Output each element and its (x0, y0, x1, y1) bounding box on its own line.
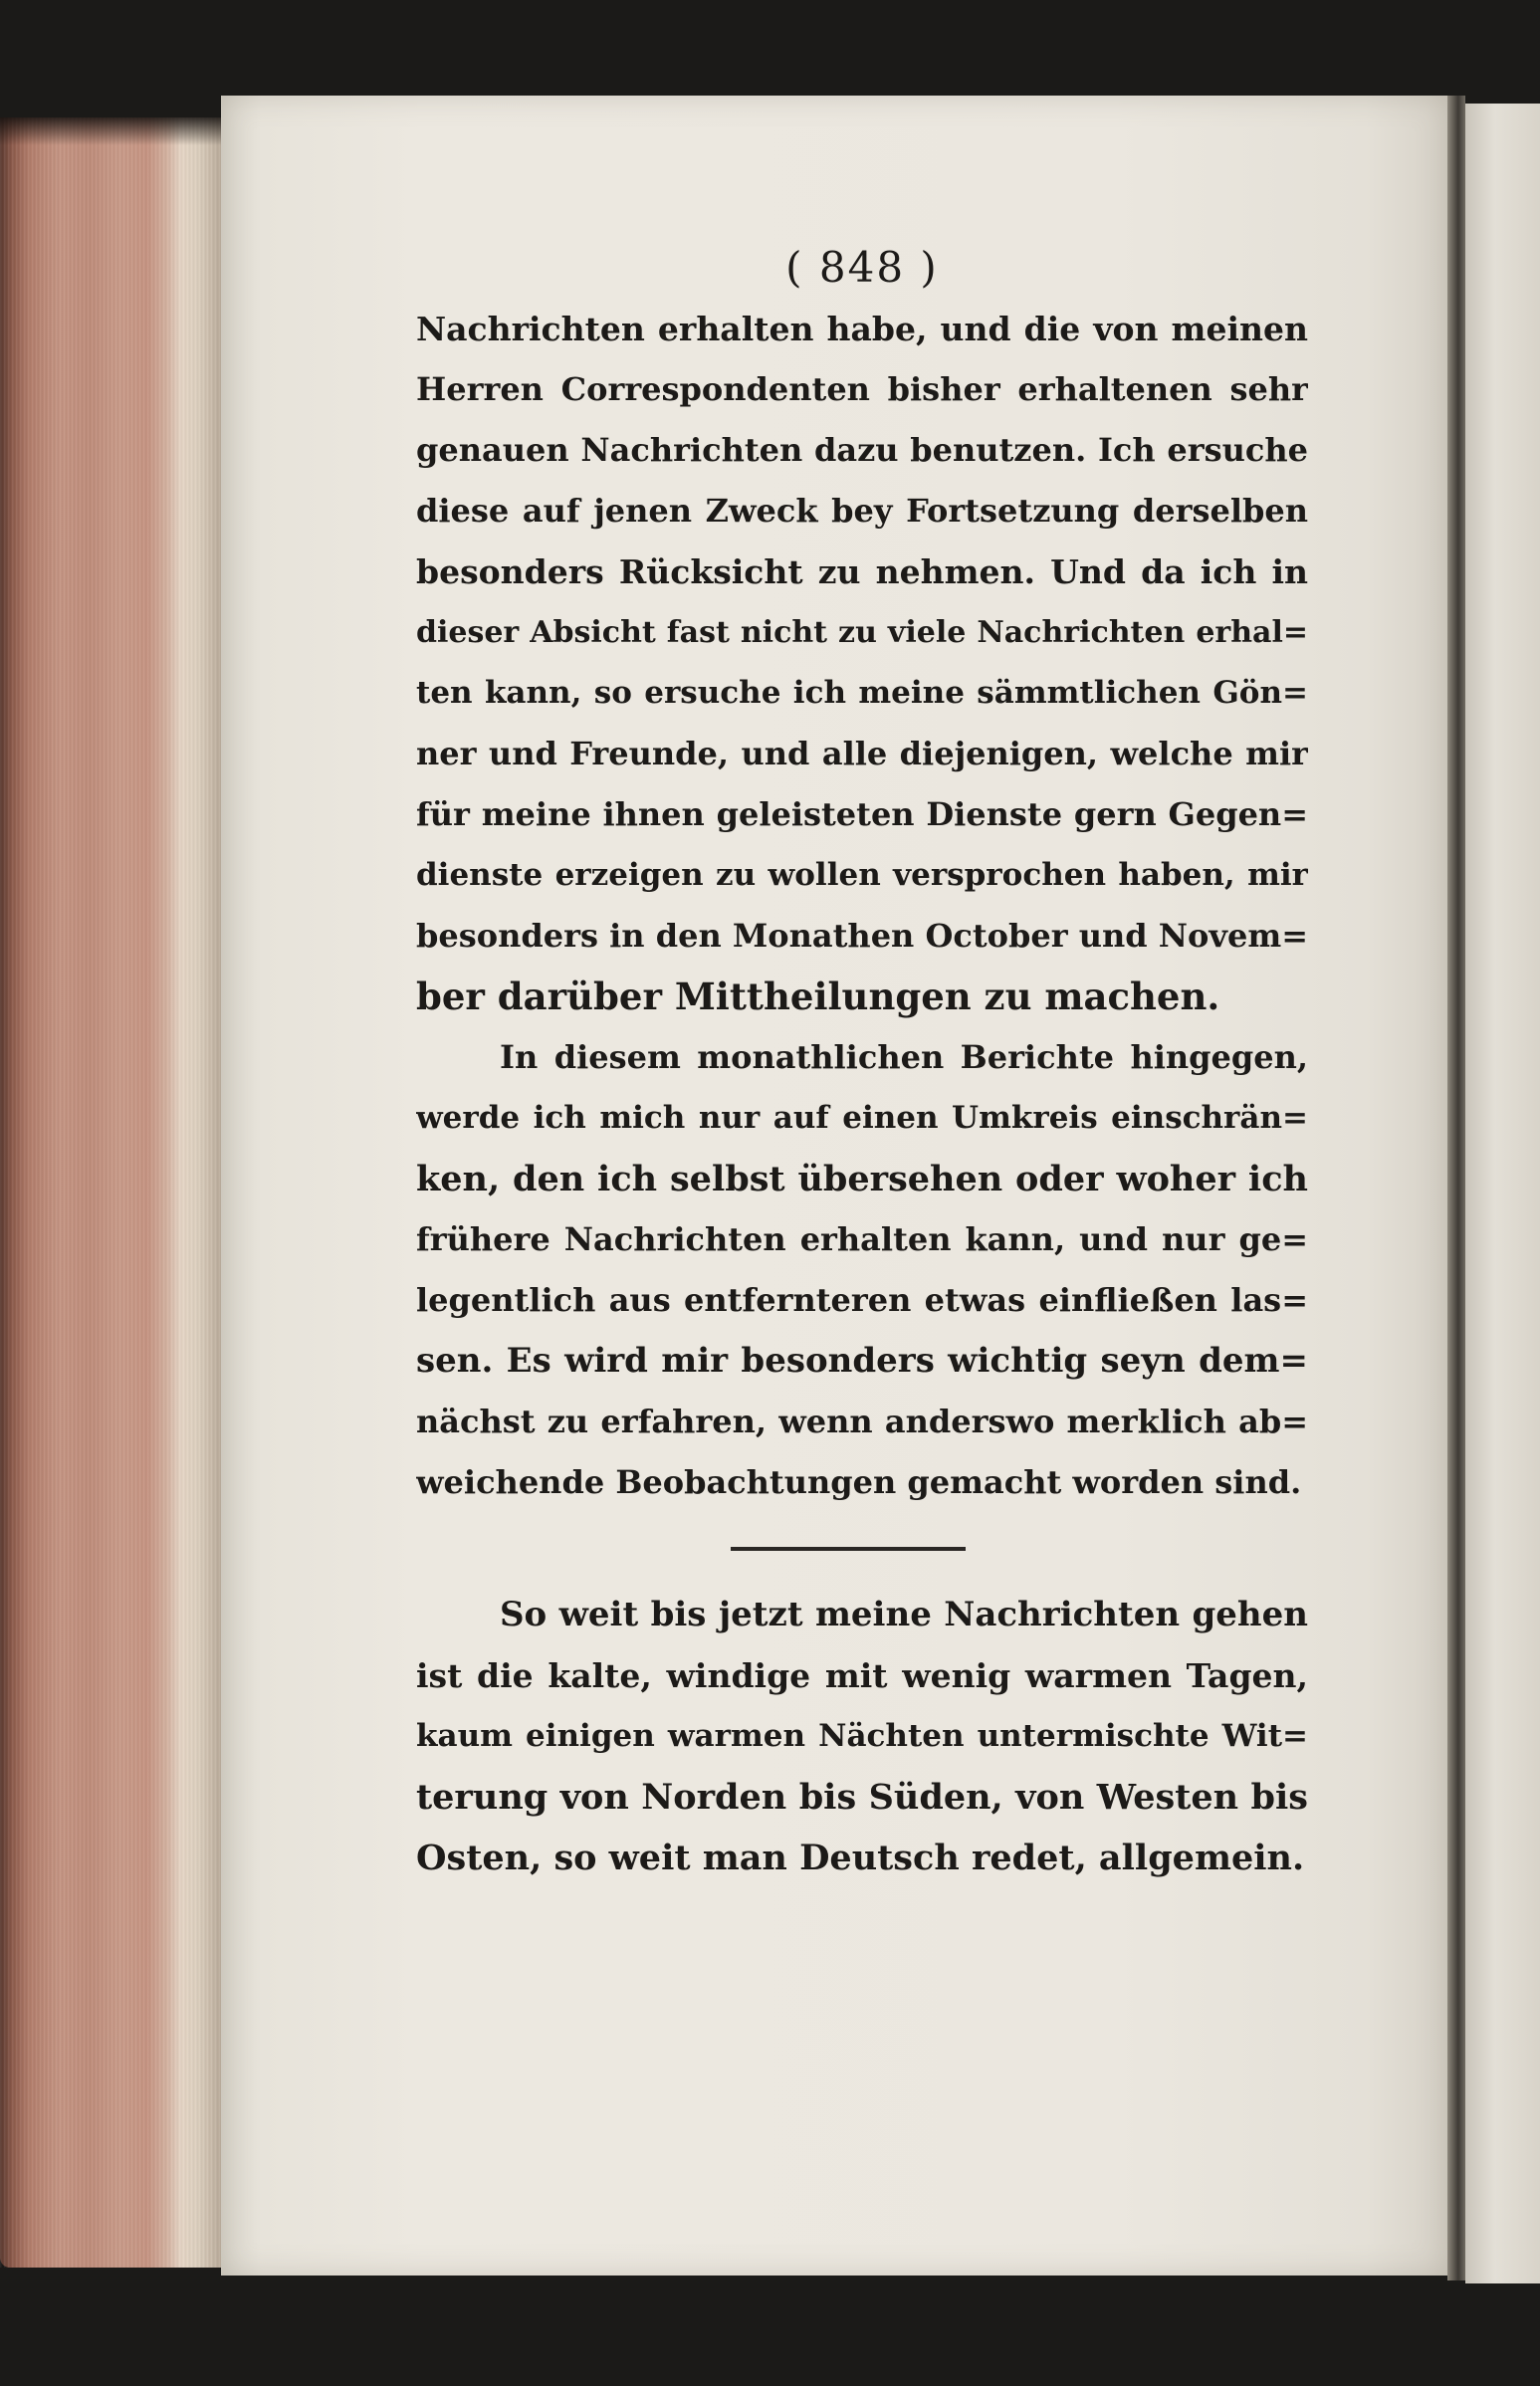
text-line: besonders Rücksicht zu nehmen. Und da ich in (416, 552, 1308, 591)
text-line: terung von Norden bis Süden, von Westen bis (416, 1777, 1308, 1818)
text-line: diese auf jenen Zweck bey Fortsetzung derselben (416, 492, 1308, 530)
text-line: kaum einigen warmen Nächten untermischte Wit= (416, 1718, 1308, 1754)
text-line: sen. Es wird mir besonders wichtig seyn dem= (416, 1341, 1308, 1381)
left-page-edges (0, 117, 221, 2268)
text-line: In diesem monathlichen Berichte hingegen, (500, 1038, 1308, 1076)
text-line: ist die kalte, windige mit wenig warmen Tagen, (416, 1656, 1308, 1695)
right-page-edge (1465, 104, 1540, 2283)
text-line: für meine ihnen geleisteten Dienste gern Gegen= (416, 795, 1308, 833)
paragraph-3 (416, 1585, 1308, 1888)
page-leaf-lines (0, 117, 221, 2268)
text-line: frühere Nachrichten erhalten kann, und nur ge= (416, 1220, 1308, 1258)
text-line: Nachrichten erhalten habe, und die von meinen (416, 310, 1308, 348)
text-line: ner und Freunde, und alle diejenigen, welche mir (416, 735, 1308, 772)
text-line: Osten, so weit man Deutsch redet, allgemein. (416, 1838, 1305, 1878)
page-number (416, 237, 1308, 299)
text-line: dienste erzeigen zu wollen versprochen haben, mir (416, 857, 1308, 893)
book-page (221, 96, 1447, 2276)
text-line: nächst zu erfahren, wenn anderswo merklich ab= (416, 1403, 1308, 1440)
text-line: genauen Nachrichten dazu benutzen. Ich ersuche (416, 431, 1308, 469)
paragraph-2 (416, 1027, 1308, 1513)
text-line: Herren Correspondenten bisher erhaltenen sehr (416, 370, 1308, 408)
page-number-text: ( 848 ) (785, 243, 939, 292)
text-line: werde ich mich nur auf einen Umkreis einschrän= (416, 1100, 1308, 1136)
text-line: weichende Beobachtungen gemacht worden sind. (416, 1463, 1302, 1501)
cover-shadow (0, 117, 221, 145)
text-line: besonders in den Monathen October und Novem= (416, 917, 1308, 955)
text-line: ber darüber Mittheilungen zu machen. (416, 975, 1220, 1018)
book-gutter (1447, 96, 1465, 2280)
section-divider (731, 1547, 966, 1551)
text-line: legentlich aus entfernteren etwas einfließen las= (416, 1281, 1308, 1319)
page-text (416, 237, 1308, 1888)
text-line: ken, den ich selbst übersehen oder woher ich (416, 1159, 1308, 1199)
paragraph-1 (416, 299, 1308, 1027)
text-line: So weit bis jetzt meine Nachrichten gehen (500, 1595, 1308, 1634)
text-line: ten kann, so ersuche ich meine sämmtlichen Gön= (416, 675, 1308, 711)
text-line: dieser Absicht fast nicht zu viele Nachrichten erhal= (416, 615, 1308, 650)
